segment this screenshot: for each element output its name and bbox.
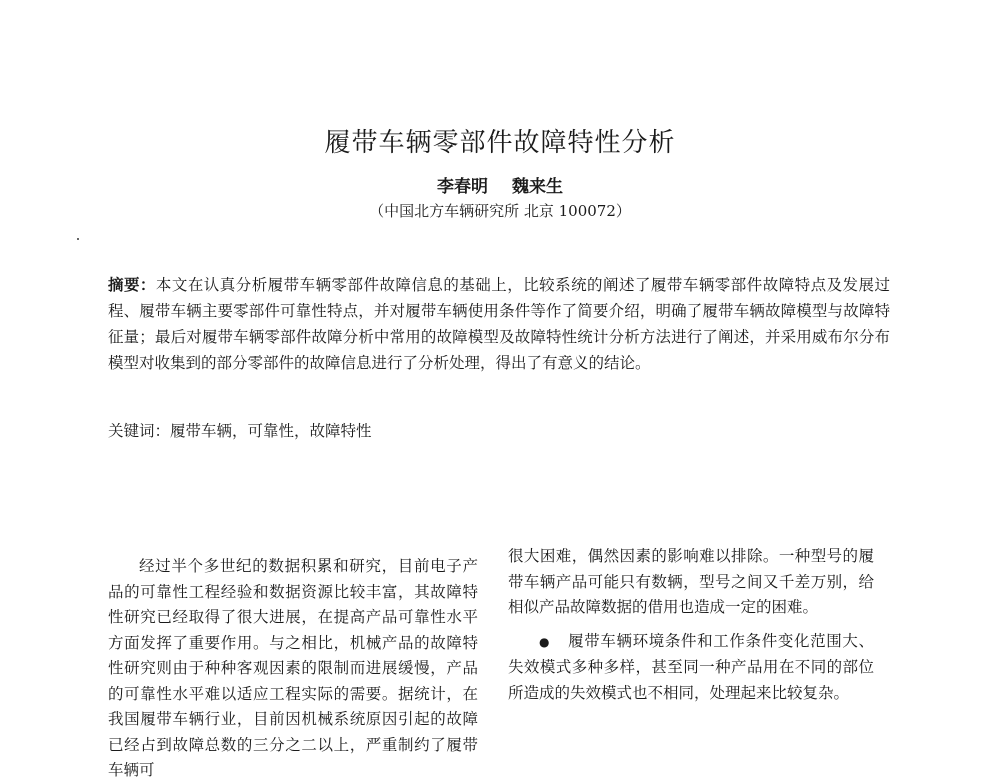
abstract [108, 272, 890, 376]
paper-title: 履带车辆零部件故障特性分析 [324, 128, 676, 158]
affiliation: （中国北方车辆研究所 北京 100072） [369, 202, 631, 220]
keywords-label: 关键词： [108, 422, 171, 440]
scan-speck [77, 238, 79, 240]
keywords [108, 418, 890, 444]
authors: 李春明 魏来生 [437, 177, 563, 197]
right-paragraph-2: 履带车辆环境条件和工作条件变化范围大、失效模式多种多样，甚至同一种产品用在不同的部位所造成的失效模式也不相同，处理起来比较复杂。 [508, 631, 874, 702]
body-right-column [508, 544, 874, 706]
left-paragraph: 经过半个多世纪的数据积累和研究，目前电子产品的可靠性工程经验和数据资源比较丰富，其故障特性研究已经取得了很大进展，在提高产品可靠性水平方面发挥了重要作用。与之相比，机械产品的故障特性研究则由于种种客观因素的限制而进展缓慢，产品的可靠性水平难以适应工程实际的需要。据统计，在我国履带车辆行业，目前因机械系统原因引起的故障已经占到故障总数的三分之二以上，严重制约了履带车辆可 [108, 557, 478, 779]
bullet-icon: ● [539, 634, 551, 649]
right-paragraph-1: 很大困难，偶然因素的影响难以排除。一种型号的履带车辆产品可能只有数辆，型号之间又千差万别，给相似产品故障数据的借用也造成一定的困难。 [508, 547, 874, 616]
bullet-item [508, 629, 874, 707]
abstract-text: 本文在认真分析履带车辆零部件故障信息的基础上，比较系统的阐述了履带车辆零部件故障特点及发展过程、履带车辆主要零部件可靠性特点，并对履带车辆使用条件等作了简要介绍，明确了履带车辆故障模型与故障特征量；最后对履带车辆零部件故障分析中常用的故障模型及故障特性统计分析方法进行了阐述，并采用威布尔分布模型对收集到的部分零部件的故障信息进行了分析处理，得出了有意义的结论。 [108, 276, 890, 372]
keywords-text: 履带车辆，可靠性，故障特性 [170, 422, 372, 440]
body-left-column [108, 554, 478, 784]
abstract-label: 摘要： [108, 275, 156, 294]
